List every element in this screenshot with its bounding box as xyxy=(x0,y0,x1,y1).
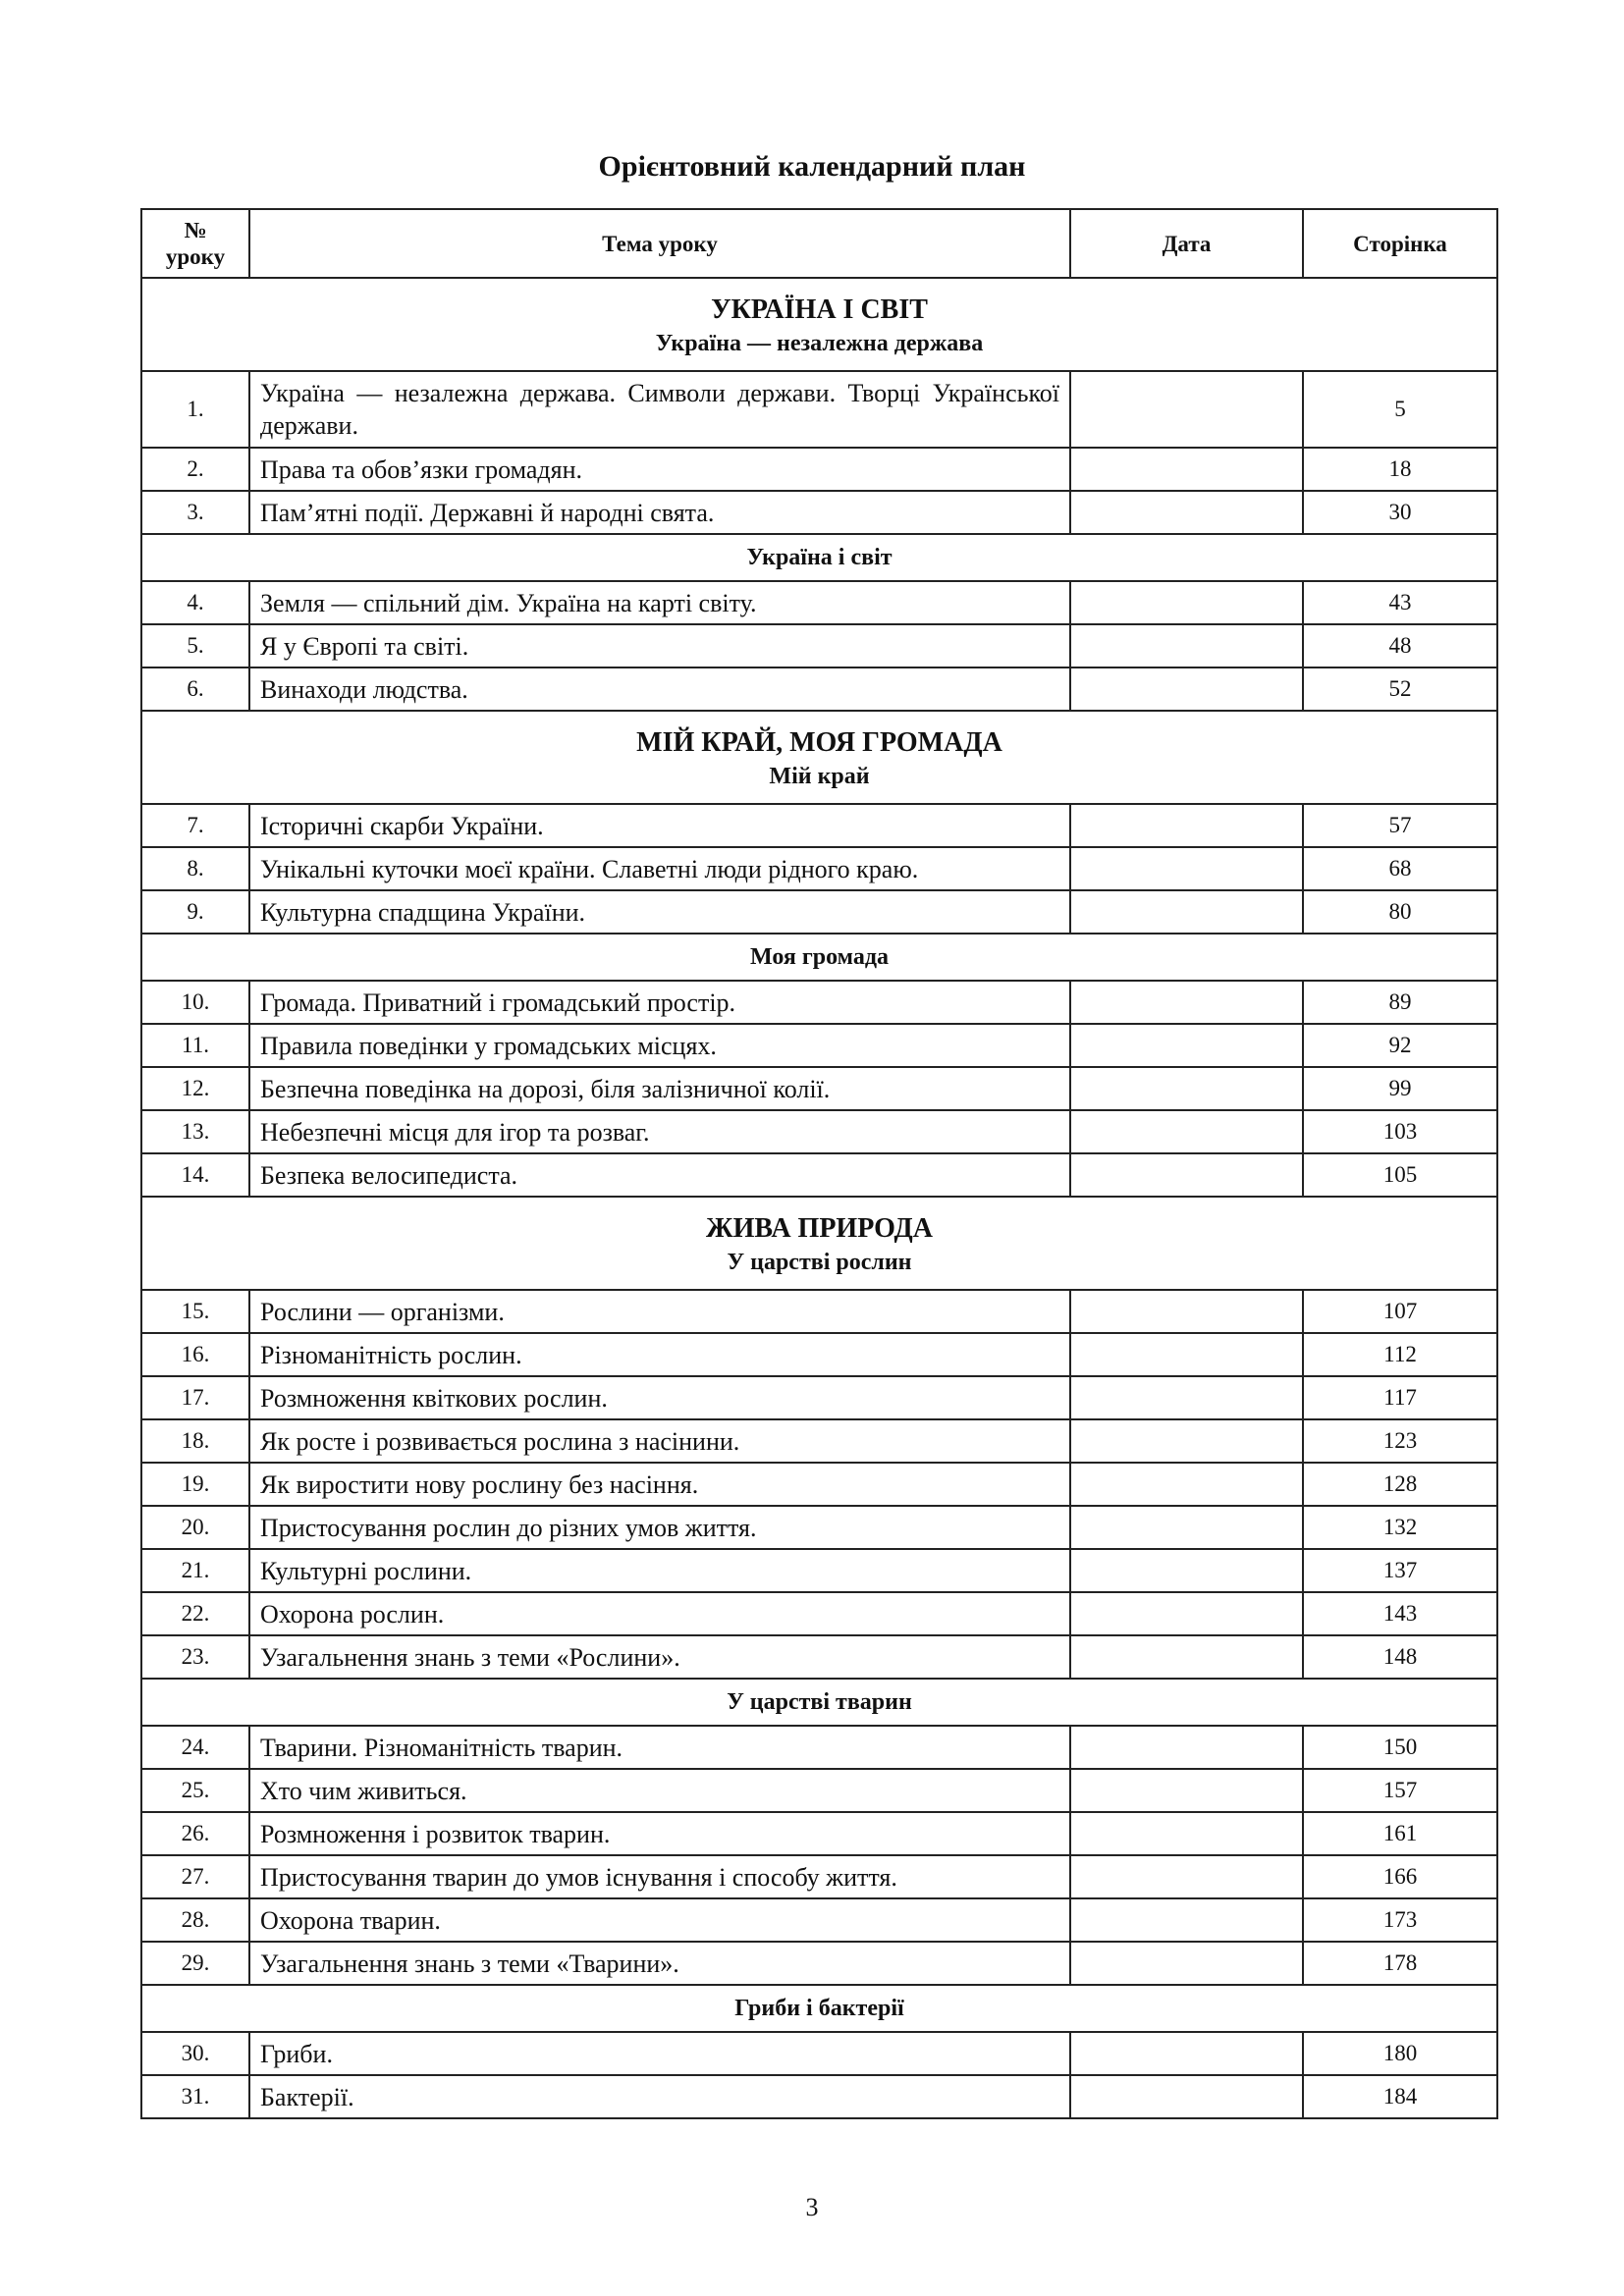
lesson-topic-cell: Бактерії. xyxy=(249,2075,1070,2118)
lesson-number-cell: 20. xyxy=(141,1506,249,1549)
lesson-date-cell xyxy=(1070,1635,1303,1679)
lesson-page-cell: 157 xyxy=(1303,1769,1497,1812)
section-title: МІЙ КРАЙ, МОЯ ГРОМАДА xyxy=(636,726,1002,758)
lesson-date-cell xyxy=(1070,371,1303,448)
lesson-topic-cell: Історичні скарби України. xyxy=(249,804,1070,847)
header-page: Сторінка xyxy=(1303,209,1497,278)
section-heading-cell xyxy=(141,278,1497,371)
lesson-number-cell: 25. xyxy=(141,1769,249,1812)
lesson-number-cell: 14. xyxy=(141,1153,249,1197)
lesson-number-cell: 10. xyxy=(141,981,249,1024)
lesson-page-cell: 68 xyxy=(1303,847,1497,890)
lesson-date-cell xyxy=(1070,448,1303,491)
lesson-date-cell xyxy=(1070,1376,1303,1419)
table-row xyxy=(141,1024,1497,1067)
table-row xyxy=(141,1376,1497,1419)
table-row xyxy=(141,491,1497,534)
lesson-date-cell xyxy=(1070,581,1303,624)
lesson-page-cell: 18 xyxy=(1303,448,1497,491)
lesson-topic-cell: Пристосування рослин до різних умов життя. xyxy=(249,1506,1070,1549)
table-row xyxy=(141,1812,1497,1855)
section-row xyxy=(141,1985,1497,2032)
lesson-number-cell: 23. xyxy=(141,1635,249,1679)
table-row xyxy=(141,448,1497,491)
lesson-date-cell xyxy=(1070,847,1303,890)
header-number-word: уроку xyxy=(165,244,226,269)
table-row xyxy=(141,667,1497,711)
table-row xyxy=(141,1549,1497,1592)
lesson-date-cell xyxy=(1070,1855,1303,1898)
header-number-sign: № xyxy=(184,218,207,242)
table-header-row xyxy=(141,209,1497,278)
lesson-page-cell: 184 xyxy=(1303,2075,1497,2118)
table-row xyxy=(141,1506,1497,1549)
section-row xyxy=(141,1679,1497,1726)
page-title: Орієнтовний календарний план xyxy=(598,150,1026,183)
lesson-date-cell xyxy=(1070,1024,1303,1067)
header-lesson-topic: Тема уроку xyxy=(249,209,1070,278)
section-row xyxy=(141,934,1497,981)
subsection-title: У царстві тварин xyxy=(727,1688,912,1715)
table-row xyxy=(141,981,1497,1024)
lesson-number-cell: 31. xyxy=(141,2075,249,2118)
lesson-date-cell xyxy=(1070,1067,1303,1110)
lesson-page-cell: 166 xyxy=(1303,1855,1497,1898)
lesson-topic-cell: Рослини — організми. xyxy=(249,1290,1070,1333)
lesson-date-cell xyxy=(1070,804,1303,847)
table-row xyxy=(141,847,1497,890)
lesson-number-cell: 27. xyxy=(141,1855,249,1898)
lesson-topic-cell: Пам’ятні події. Державні й народні свята. xyxy=(249,491,1070,534)
lesson-number-cell: 13. xyxy=(141,1110,249,1153)
lesson-number-cell: 1. xyxy=(141,371,249,448)
section-heading-cell xyxy=(141,1197,1497,1290)
header-lesson-number xyxy=(141,209,249,278)
section-heading-cell xyxy=(141,1985,1497,2032)
section-heading-cell xyxy=(141,534,1497,581)
lesson-date-cell xyxy=(1070,1812,1303,1855)
lesson-number-cell: 28. xyxy=(141,1898,249,1942)
lesson-number-cell: 16. xyxy=(141,1333,249,1376)
lesson-number-cell: 21. xyxy=(141,1549,249,1592)
lesson-date-cell xyxy=(1070,2075,1303,2118)
lesson-topic-cell: Небезпечні місця для ігор та розваг. xyxy=(249,1110,1070,1153)
section-row xyxy=(141,278,1497,371)
subsection-title: У царстві рослин xyxy=(727,1249,912,1275)
page-number: 3 xyxy=(805,2193,819,2221)
lesson-page-cell: 178 xyxy=(1303,1942,1497,1985)
lesson-topic-cell: Безпека велосипедиста. xyxy=(249,1153,1070,1197)
subsection-title: Україна і світ xyxy=(746,544,893,570)
lesson-page-cell: 150 xyxy=(1303,1726,1497,1769)
lesson-number-cell: 8. xyxy=(141,847,249,890)
lesson-topic-cell: Я у Європі та світі. xyxy=(249,624,1070,667)
lesson-number-cell: 2. xyxy=(141,448,249,491)
lesson-number-cell: 7. xyxy=(141,804,249,847)
lesson-number-cell: 12. xyxy=(141,1067,249,1110)
lesson-page-cell: 99 xyxy=(1303,1067,1497,1110)
lesson-topic-cell: Хто чим живиться. xyxy=(249,1769,1070,1812)
lesson-topic-cell: Пристосування тварин до умов існування і способу життя. xyxy=(249,1855,1070,1898)
table-row xyxy=(141,2075,1497,2118)
lesson-topic-cell: Права та обов’язки громадян. xyxy=(249,448,1070,491)
lesson-number-cell: 6. xyxy=(141,667,249,711)
lesson-date-cell xyxy=(1070,1333,1303,1376)
table-row xyxy=(141,1419,1497,1463)
lesson-page-cell: 117 xyxy=(1303,1376,1497,1419)
section-heading-cell xyxy=(141,1679,1497,1726)
lesson-page-cell: 52 xyxy=(1303,667,1497,711)
lesson-date-cell xyxy=(1070,667,1303,711)
lesson-date-cell xyxy=(1070,1419,1303,1463)
lesson-page-cell: 132 xyxy=(1303,1506,1497,1549)
table-row xyxy=(141,1635,1497,1679)
lesson-page-cell: 5 xyxy=(1303,371,1497,448)
lesson-page-cell: 57 xyxy=(1303,804,1497,847)
lesson-date-cell xyxy=(1070,2032,1303,2075)
lesson-page-cell: 92 xyxy=(1303,1024,1497,1067)
lesson-page-cell: 30 xyxy=(1303,491,1497,534)
lesson-page-cell: 80 xyxy=(1303,890,1497,934)
table-row xyxy=(141,1110,1497,1153)
lesson-number-cell: 24. xyxy=(141,1726,249,1769)
lesson-number-cell: 19. xyxy=(141,1463,249,1506)
lesson-date-cell xyxy=(1070,491,1303,534)
lesson-topic-cell: Україна — незалежна держава. Символи держави. Творці Української держави. xyxy=(249,371,1070,448)
table-row xyxy=(141,1333,1497,1376)
lesson-date-cell xyxy=(1070,1726,1303,1769)
lesson-date-cell xyxy=(1070,1153,1303,1197)
lesson-number-cell: 3. xyxy=(141,491,249,534)
lesson-date-cell xyxy=(1070,1110,1303,1153)
lesson-topic-cell: Охорона тварин. xyxy=(249,1898,1070,1942)
table-row xyxy=(141,371,1497,448)
lesson-page-cell: 48 xyxy=(1303,624,1497,667)
lesson-topic-cell: Безпечна поведінка на дорозі, біля залізничної колії. xyxy=(249,1067,1070,1110)
table-row xyxy=(141,1726,1497,1769)
lesson-topic-cell: Як росте і розвивається рослина з насінини. xyxy=(249,1419,1070,1463)
section-row xyxy=(141,711,1497,804)
lesson-page-cell: 143 xyxy=(1303,1592,1497,1635)
lesson-topic-cell: Гриби. xyxy=(249,2032,1070,2075)
lesson-page-cell: 103 xyxy=(1303,1110,1497,1153)
lesson-number-cell: 30. xyxy=(141,2032,249,2075)
lesson-date-cell xyxy=(1070,1942,1303,1985)
lesson-number-cell: 26. xyxy=(141,1812,249,1855)
table-row xyxy=(141,624,1497,667)
subsection-title: Гриби і бактерії xyxy=(734,1995,904,2021)
lesson-number-cell: 17. xyxy=(141,1376,249,1419)
table-row xyxy=(141,890,1497,934)
subsection-title: Мій край xyxy=(769,763,870,789)
lesson-page-cell: 137 xyxy=(1303,1549,1497,1592)
table-row xyxy=(141,581,1497,624)
table-row xyxy=(141,1769,1497,1812)
lesson-page-cell: 107 xyxy=(1303,1290,1497,1333)
lesson-topic-cell: Узагальнення знань з теми «Рослини». xyxy=(249,1635,1070,1679)
lesson-page-cell: 180 xyxy=(1303,2032,1497,2075)
table-row xyxy=(141,804,1497,847)
lesson-page-cell: 89 xyxy=(1303,981,1497,1024)
lesson-number-cell: 5. xyxy=(141,624,249,667)
lesson-page-cell: 123 xyxy=(1303,1419,1497,1463)
lesson-number-cell: 11. xyxy=(141,1024,249,1067)
table-row xyxy=(141,1942,1497,1985)
lesson-page-cell: 105 xyxy=(1303,1153,1497,1197)
lesson-topic-cell: Охорона рослин. xyxy=(249,1592,1070,1635)
lesson-topic-cell: Винаходи людства. xyxy=(249,667,1070,711)
lesson-date-cell xyxy=(1070,1549,1303,1592)
lesson-topic-cell: Як виростити нову рослину без насіння. xyxy=(249,1463,1070,1506)
table-row xyxy=(141,2032,1497,2075)
lesson-date-cell xyxy=(1070,1290,1303,1333)
lesson-topic-cell: Тварини. Різноманітність тварин. xyxy=(249,1726,1070,1769)
table-row xyxy=(141,1898,1497,1942)
lesson-topic-cell: Різноманітність рослин. xyxy=(249,1333,1070,1376)
table-row xyxy=(141,1290,1497,1333)
lesson-number-cell: 4. xyxy=(141,581,249,624)
table-row xyxy=(141,1855,1497,1898)
lesson-date-cell xyxy=(1070,1506,1303,1549)
table-row xyxy=(141,1592,1497,1635)
lesson-page-cell: 173 xyxy=(1303,1898,1497,1942)
lesson-date-cell xyxy=(1070,1898,1303,1942)
lesson-number-cell: 15. xyxy=(141,1290,249,1333)
section-row xyxy=(141,534,1497,581)
lesson-date-cell xyxy=(1070,624,1303,667)
lesson-topic-cell: Розмноження і розвиток тварин. xyxy=(249,1812,1070,1855)
lesson-date-cell xyxy=(1070,1592,1303,1635)
lesson-date-cell xyxy=(1070,890,1303,934)
lesson-page-cell: 128 xyxy=(1303,1463,1497,1506)
lesson-number-cell: 9. xyxy=(141,890,249,934)
lesson-page-cell: 148 xyxy=(1303,1635,1497,1679)
section-title: УКРАЇНА І СВІТ xyxy=(711,294,928,325)
lesson-topic-cell: Правила поведінки у громадських місцях. xyxy=(249,1024,1070,1067)
lesson-page-cell: 161 xyxy=(1303,1812,1497,1855)
lesson-topic-cell: Узагальнення знань з теми «Тварини». xyxy=(249,1942,1070,1985)
lesson-date-cell xyxy=(1070,1463,1303,1506)
section-heading-cell xyxy=(141,711,1497,804)
lesson-number-cell: 22. xyxy=(141,1592,249,1635)
lesson-topic-cell: Унікальні куточки моєї країни. Славетні люди рідного краю. xyxy=(249,847,1070,890)
lesson-topic-cell: Громада. Приватний і громадський простір. xyxy=(249,981,1070,1024)
lesson-date-cell xyxy=(1070,1769,1303,1812)
table-body xyxy=(141,278,1497,2118)
lesson-topic-cell: Земля — спільний дім. Україна на карті світу. xyxy=(249,581,1070,624)
lesson-number-cell: 29. xyxy=(141,1942,249,1985)
lesson-plan-table xyxy=(140,208,1498,2119)
lesson-date-cell xyxy=(1070,981,1303,1024)
section-title: ЖИВА ПРИРОДА xyxy=(705,1212,934,1244)
lesson-topic-cell: Розмноження квіткових рослин. xyxy=(249,1376,1070,1419)
lesson-number-cell: 18. xyxy=(141,1419,249,1463)
section-row xyxy=(141,1197,1497,1290)
table-row xyxy=(141,1463,1497,1506)
header-date: Дата xyxy=(1070,209,1303,278)
subsection-title: Моя громада xyxy=(750,943,889,970)
lesson-topic-cell: Культурна спадщина України. xyxy=(249,890,1070,934)
section-heading-cell xyxy=(141,934,1497,981)
lesson-page-cell: 43 xyxy=(1303,581,1497,624)
lesson-topic-cell: Культурні рослини. xyxy=(249,1549,1070,1592)
lesson-page-cell: 112 xyxy=(1303,1333,1497,1376)
subsection-title: Україна — незалежна держава xyxy=(655,330,984,356)
table-row xyxy=(141,1067,1497,1110)
table-row xyxy=(141,1153,1497,1197)
